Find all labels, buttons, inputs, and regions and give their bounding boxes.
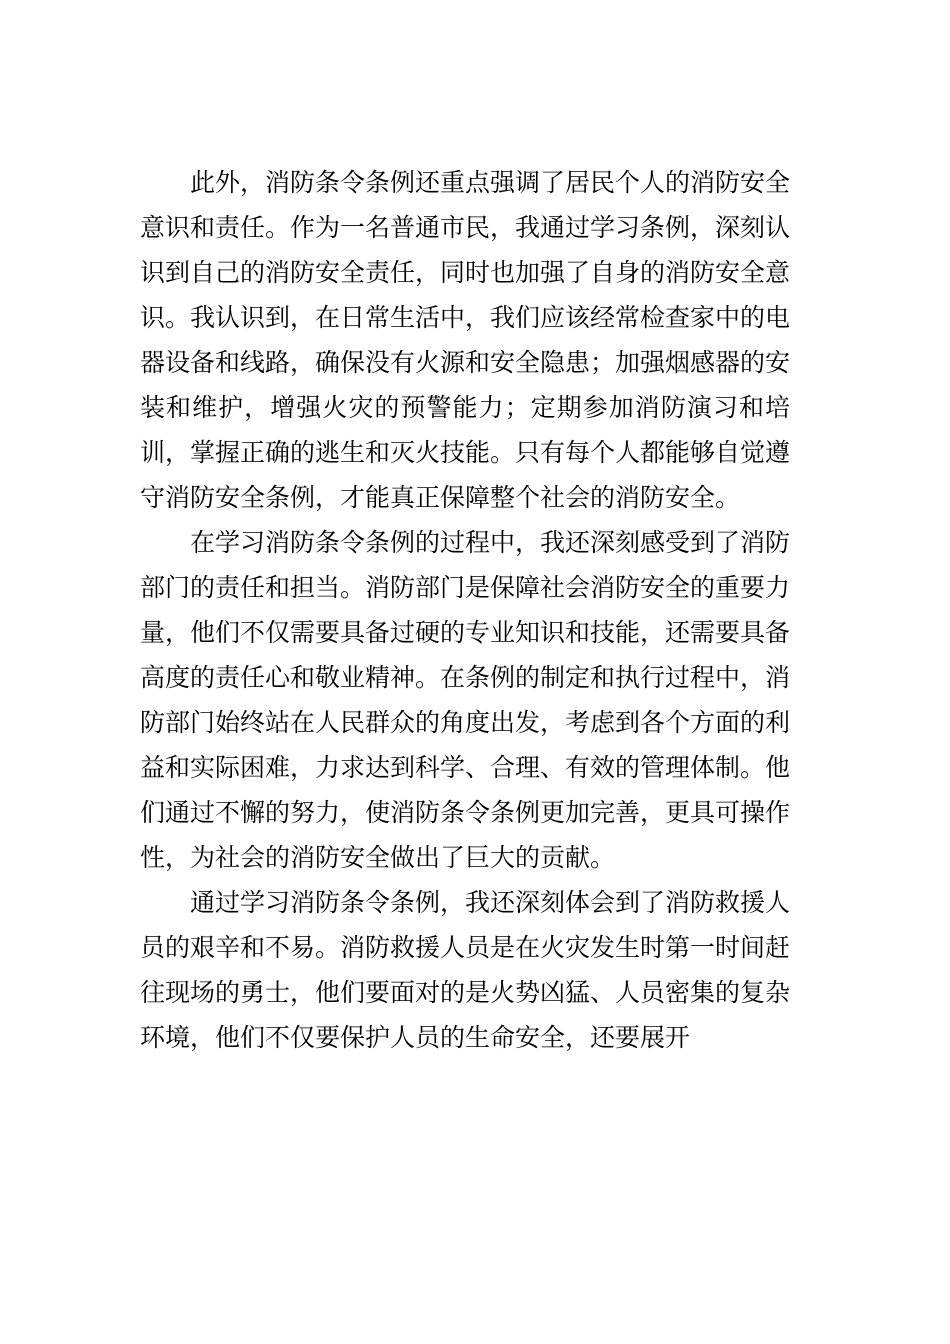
paragraph-2: 在学习消防条令条例的过程中，我还深刻感受到了消防部门的责任和担当。消防部门是保障社会消防安全的重要力量，他们不仅需要具备过硬的专业知识和技能，还需要具备高度的责任心和敬业精神。在条例的制定和执行过程中，消防部门始终站在人民群众的角度出发，考虑到各个方面的利益和实际困难，力求达到科学、合理、有效的管理体制。他们通过不懈的努力，使消防条令条例更加完善，更具可操作性，为社会的消防安全做出了巨大的贡献。 [140, 528, 791, 872]
paragraph-3: 通过学习消防条令条例，我还深刻体会到了消防救援人员的艰辛和不易。消防救援人员是在火灾发生时第一时间赶往现场的勇士，他们要面对的是火势凶猛、人员密集的复杂环境，他们不仅要保护人员的生命安全，还要展开 [140, 888, 791, 1052]
paragraph-1: 此外，消防条令条例还重点强调了居民个人的消防安全意识和责任。作为一名普通市民，我通过学习条例，深刻认识到自己的消防安全责任，同时也加强了自身的消防安全意识。我认识到，在日常生活中，我们应该经常检查家中的电器设备和线路，确保没有火源和安全隐患；加强烟感器的安装和维护，增强火灾的预警能力；定期参加消防演习和培训，掌握正确的逃生和灭火技能。只有每个人都能够自觉遵守消防安全条例，才能真正保障整个社会的消防安全。 [140, 168, 791, 512]
document-body [140, 160, 790, 1060]
